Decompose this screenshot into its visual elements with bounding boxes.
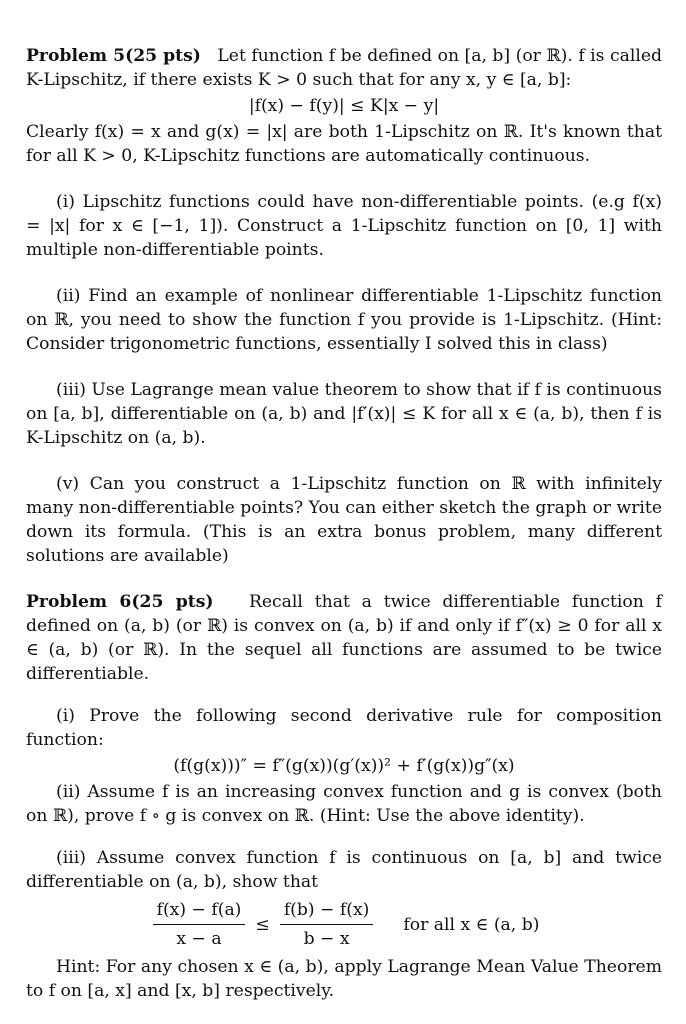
left-denominator: x − a: [176, 929, 222, 949]
problem-5-part-i: (i) Lipschitz functions could have non-differentiable points. (e.g f(x) = |x| for x ∈ [−1, 1]). Construct a 1-Lipschitz function on [0, 1] with multiple non-differentiable points.: [26, 192, 662, 260]
right-fraction: [280, 898, 374, 951]
right-numerator: f(b) − f(x): [280, 898, 374, 925]
problem-5-intro-text: Let function f be defined on [a, b] (or ℝ). f is called K-Lipschitz, if there exists K > 0 such that for any x, y ∈ [a, b]:: [26, 46, 663, 90]
problem-6-part-iii: (iii) Assume convex function f is continuous on [a, b] and twice differentiable on (a, b), show that: [26, 848, 662, 892]
leq-sign: ≤: [255, 914, 270, 935]
right-denominator: b − x: [303, 929, 350, 949]
left-fraction: [153, 898, 246, 951]
problem-5-part-v: (v) Can you construct a 1-Lipschitz function on ℝ with infinitely many non-differentiable points? You can either sketch the graph or write down its formula. (This is an extra bonus problem, many different solutions are available): [26, 474, 662, 566]
problem-6-intro-text: Recall that a twice differentiable function f defined on (a, b) (or ℝ) is convex on (a, b) if and only if f″(x) ≥ 0 for all x ∈ (a, b) (or ℝ). In the sequel all functions are assumed to be twice differentiable.: [26, 592, 662, 684]
lipschitz-formula: |f(x) − f(y)| ≤ K|x − y|: [248, 96, 440, 116]
problem-6-part-ii: (ii) Assume f is an increasing convex function and g is convex (both on ℝ), prove f ∘ g is convex on ℝ. (Hint: Use the above identity).: [26, 782, 662, 826]
problem-5-intro: [26, 44, 662, 92]
problem-6-part-i: (i) Prove the following second derivative rule for composition function:: [26, 706, 662, 750]
problem-5-part-iii: (iii) Use Lagrange mean value theorem to show that if f is continuous on [a, b], differentiable on (a, b) and |f′(x)| ≤ K for all x ∈ (a, b), then f is K-Lipschitz on (a, b).: [26, 380, 662, 448]
problem-5-part-ii: (ii) Find an example of nonlinear differentiable 1-Lipschitz function on ℝ, you need to show the function f you provide is 1-Lipschitz. (Hint: Consider trigonometric functions, essentially I solved this in class): [26, 286, 662, 354]
problem-5-heading: Problem 5(25 pts): [26, 46, 201, 66]
composition-formula: (f(g(x)))″ = f″(g(x))(g′(x))² + f′(g(x))g″(x): [173, 756, 515, 776]
slope-inequality: [26, 898, 662, 951]
problem-6-intro: [26, 590, 662, 686]
problem-6-heading: Problem 6(25 pts): [26, 592, 214, 612]
problem-6-hint: Hint: For any chosen x ∈ (a, b), apply Lagrange Mean Value Theorem to f on [a, x] and [x, b] respectively.: [26, 957, 662, 1001]
left-numerator: f(x) − f(a): [153, 898, 246, 925]
inequality-condition: for all x ∈ (a, b): [403, 914, 540, 935]
problem-5-note: Clearly f(x) = x and g(x) = |x| are both 1-Lipschitz on ℝ. It's known that for all K > 0, K-Lipschitz functions are automatically continuous.: [26, 122, 662, 166]
